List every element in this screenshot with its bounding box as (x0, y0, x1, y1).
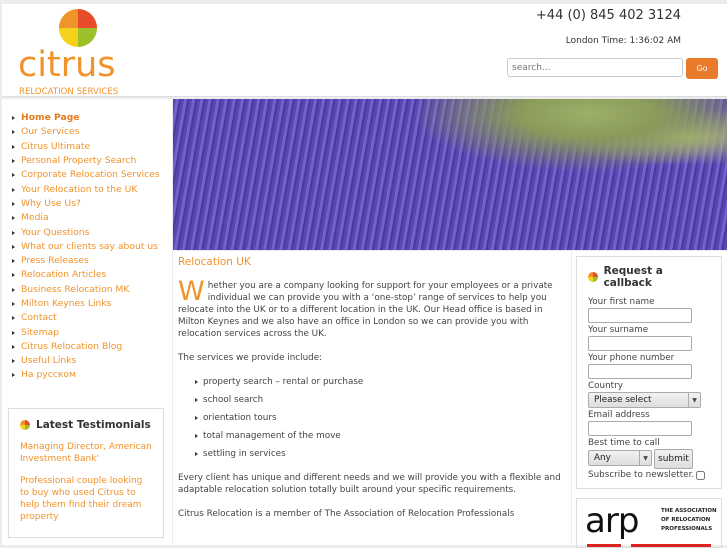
services-intro: The services we provide include: (178, 353, 323, 363)
nav-item[interactable]: Sitemap (12, 325, 172, 339)
nav-item[interactable]: Relocation Articles (12, 268, 172, 282)
intro-text: hether you are a company looking for support for your employees or a private individual we can provide you with a ‘one-stop’ range of services to help you relocate into the UK or to a different location in the UK. Our Head office is based in Milton Keynes and we also have an office in London so we can provide you with relocation services across the UK. (178, 281, 553, 339)
service-item: property search – rental or purchase (195, 376, 566, 388)
paragraph: Every client has unique and different needs and we will provide you with a flexible and adaptable relocation solution totally built around your specific requirements. (178, 473, 561, 495)
search-go-button[interactable]: Go (686, 58, 718, 79)
surname-field[interactable] (588, 336, 692, 351)
nav-item[interactable]: Your Relocation to the UK (12, 182, 172, 196)
nav-item[interactable]: Citrus Relocation Blog (12, 340, 172, 354)
arp-tagline: THE ASSOCIATION OF RELOCATION PROFESSIONALS (661, 508, 717, 532)
page-title: Relocation UK (178, 256, 251, 268)
nav-item[interactable]: Citrus Ultimate (12, 140, 172, 154)
lavender-hero-image (173, 99, 727, 250)
chevron-down-icon: ▼ (688, 393, 700, 407)
service-item: settling in services (195, 448, 566, 460)
nav-item[interactable]: What our clients say about us (12, 240, 172, 254)
citrus-orb-icon (588, 272, 598, 282)
first-name-label: Your first name (588, 297, 655, 307)
nav-item[interactable]: Press Releases (12, 254, 172, 268)
testimonial-link[interactable]: Professional couple looking to buy who used Citrus to help them find their dream property (20, 476, 143, 522)
phone-field[interactable] (588, 364, 692, 379)
logo-word: citrus (18, 45, 116, 85)
country-label: Country (588, 381, 623, 391)
best-time-value: Any (594, 453, 611, 463)
surname-label: Your surname (588, 325, 649, 335)
chevron-down-icon: ▼ (639, 451, 651, 465)
service-item: total management of the move (195, 430, 566, 442)
best-time-label: Best time to call (588, 438, 660, 448)
nav-item[interactable]: Why Use Us? (12, 197, 172, 211)
citrus-logo[interactable] (16, 6, 141, 96)
country-select[interactable] (588, 392, 701, 408)
main-content (173, 251, 571, 545)
service-item: school search (195, 394, 566, 406)
arp-logo-text: arp (585, 501, 639, 541)
nav-item[interactable]: Media (12, 211, 172, 225)
testimonials-box (8, 408, 164, 538)
submit-button[interactable]: submit (654, 449, 693, 469)
callback-form (576, 256, 722, 489)
services-list (195, 376, 566, 460)
first-name-field[interactable] (588, 308, 692, 323)
arp-logo[interactable] (576, 498, 722, 548)
nav-item[interactable]: Your Questions (12, 225, 172, 239)
email-label: Email address (588, 410, 650, 420)
service-item: orientation tours (195, 412, 566, 424)
search-input[interactable] (507, 58, 683, 77)
testimonial-link[interactable]: Managing Director, American Investment Bank' (20, 442, 152, 464)
nav-item[interactable]: На русском (12, 368, 172, 382)
nav-item[interactable]: Contact (12, 311, 172, 325)
phone-label: Your phone number (588, 353, 675, 363)
nav-item[interactable]: Home Page (12, 111, 172, 125)
london-time: London Time: 1:36:02 AM (565, 36, 681, 46)
nav-item[interactable]: Business Relocation MK (12, 283, 172, 297)
email-field[interactable] (588, 421, 692, 436)
country-value: Please select (594, 395, 652, 405)
nav-item[interactable]: Personal Property Search (12, 154, 172, 168)
nav-item[interactable]: Milton Keynes Links (12, 297, 172, 311)
callback-title: Request a callback (603, 265, 663, 289)
citrus-orb-icon (20, 420, 30, 430)
newsletter-label: Subscribe to newsletter. (588, 470, 695, 480)
drop-cap: W (178, 276, 205, 307)
header (2, 4, 727, 97)
nav-item[interactable]: Useful Links (12, 354, 172, 368)
testimonials-title: Latest Testimonials (36, 419, 151, 431)
nav-item[interactable]: Our Services (12, 125, 172, 139)
best-time-select[interactable] (588, 450, 652, 466)
right-sidebar (572, 251, 727, 545)
paragraph: Citrus Relocation is a member of The Association of Relocation Professionals (178, 509, 515, 519)
newsletter-checkbox[interactable] (696, 471, 705, 480)
phone-number: +44 (0) 845 402 3124 (535, 8, 681, 23)
nav-item[interactable]: Corporate Relocation Services (12, 168, 172, 182)
logo-subtitle: RELOCATION SERVICES (19, 87, 119, 96)
